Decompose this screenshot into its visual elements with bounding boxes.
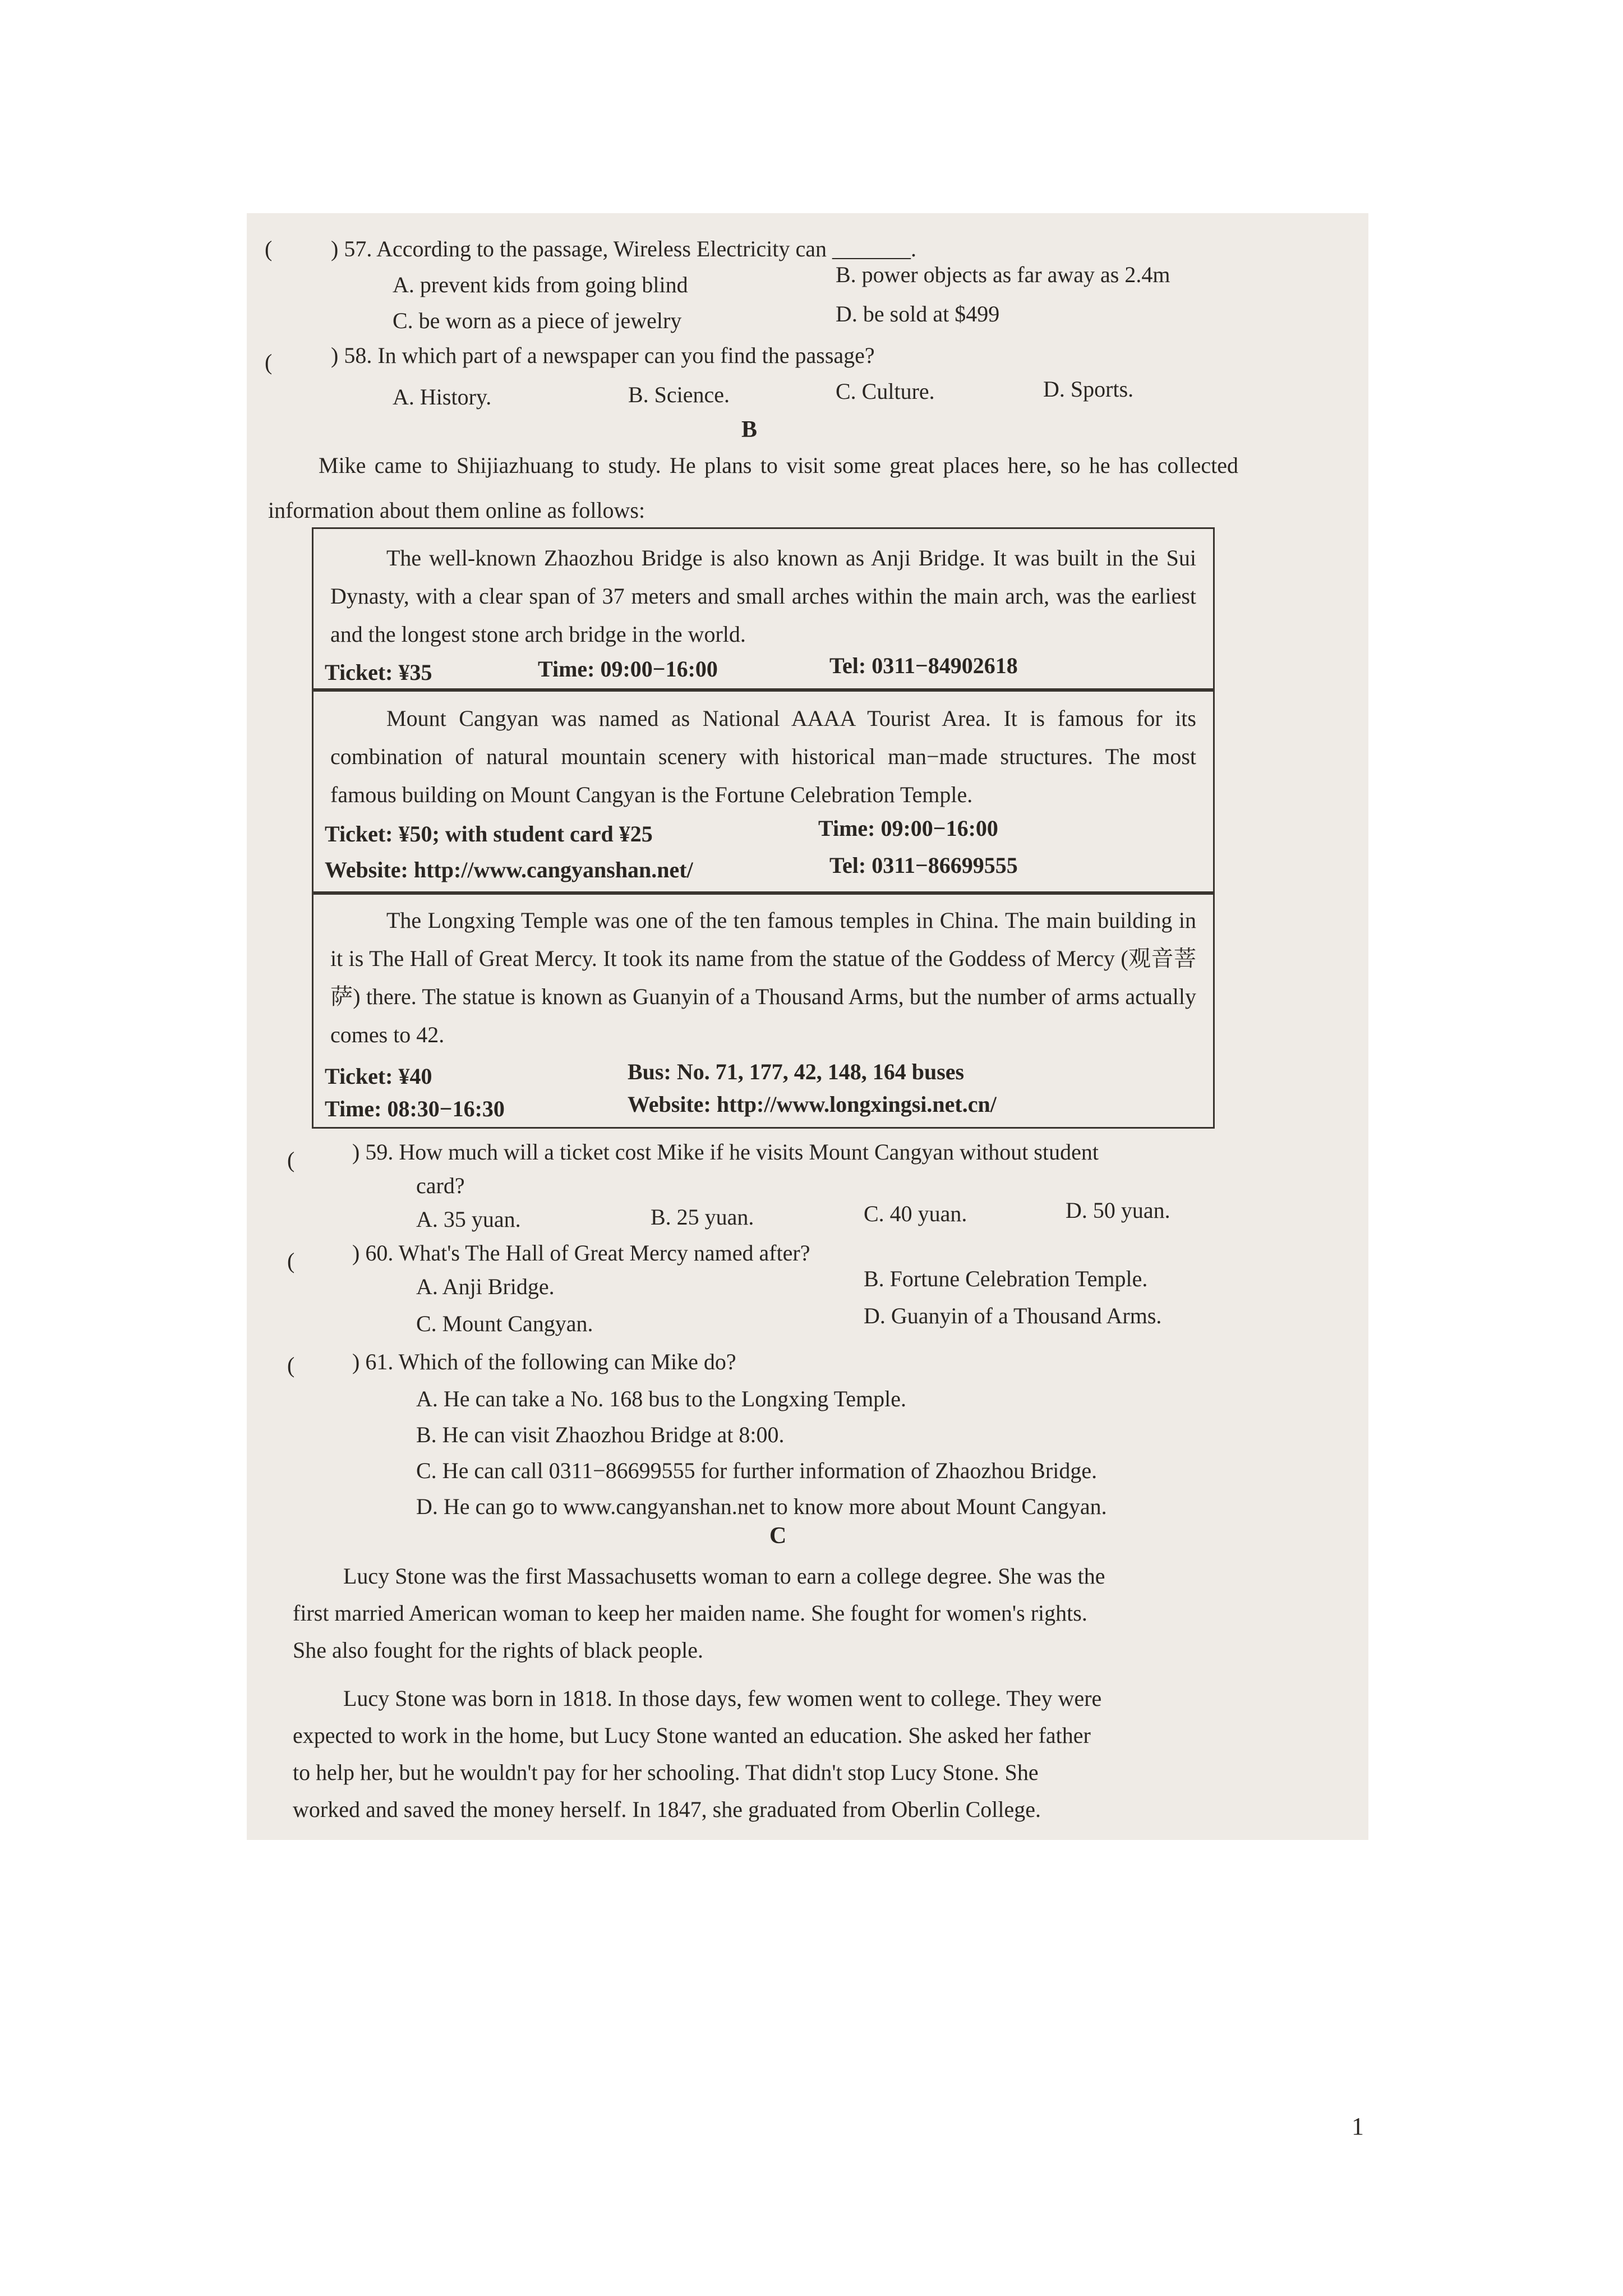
section-b-heading: B <box>741 417 758 443</box>
q60-paren: ( <box>287 1248 295 1273</box>
mount-cangyan-text: Mount Cangyan was named as National AAAA Tourist Area. It is famous for its combination of natural mountain scenery with historical man−made structures. The most famous building on Mount Cangyan is the Fortune Celebration Temple. <box>330 706 1196 807</box>
q61-option-c: C. He can call 0311−86699555 for further information of Zhaozhou Bridge. <box>416 1458 1098 1483</box>
q60-option-d: D. Guanyin of a Thousand Arms. <box>864 1303 1162 1328</box>
q57-option-a: A. prevent kids from going blind <box>393 272 688 297</box>
q58-option-d: D. Sports. <box>1043 376 1134 402</box>
section-c-p2-line1: Lucy Stone was born in 1818. In those days, few women went to college. They were <box>343 1686 1102 1711</box>
q59-option-b: B. 25 yuan. <box>651 1204 754 1230</box>
zhaozhou-tel: Tel: 0311−84902618 <box>829 653 1018 678</box>
cangyan-ticket: Ticket: ¥50; with student card ¥25 <box>325 821 653 846</box>
q61-stem: ) 61. Which of the following can Mike do? <box>352 1349 736 1374</box>
section-c-p1-line3: She also fought for the rights of black people. <box>293 1637 704 1663</box>
q59-stem-cont: card? <box>416 1173 465 1198</box>
q57-option-b: B. power objects as far away as 2.4m <box>836 262 1170 287</box>
q61-option-d: D. He can go to www.cangyanshan.net to know more about Mount Cangyan. <box>416 1494 1107 1519</box>
q61-option-a: A. He can take a No. 168 bus to the Longxing Temple. <box>416 1386 907 1411</box>
q61-paren: ( <box>287 1352 295 1378</box>
cangyan-tel: Tel: 0311−86699555 <box>829 853 1018 878</box>
q58-stem: ) 58. In which part of a newspaper can you find the passage? <box>331 343 875 368</box>
q59-option-c: C. 40 yuan. <box>864 1201 967 1226</box>
section-c-heading: C <box>769 1523 787 1549</box>
section-c-p2-line4: worked and saved the money herself. In 1847, she graduated from Oberlin College. <box>293 1797 1041 1822</box>
q58-option-c: C. Culture. <box>836 379 935 404</box>
section-c-p2-line3: to help her, but he wouldn't pay for her schooling. That didn't stop Lucy Stone. She <box>293 1760 1039 1785</box>
longxing-bus: Bus: No. 71, 177, 42, 148, 164 buses <box>628 1059 965 1084</box>
q57-option-c: C. be worn as a piece of jewelry <box>393 308 682 333</box>
page-number: 1 <box>1352 2113 1364 2140</box>
section-c-p1-line1: Lucy Stone was the first Massachusetts woman to earn a college degree. She was the <box>343 1563 1105 1589</box>
zhaozhou-bridge-text: The well-known Zhaozhou Bridge is also known as Anji Bridge. It was built in the Sui Dynasty, with a clear span of 37 meters and small arches within the main arch, was the earliest and the longest stone arch bridge in the world. <box>330 545 1196 647</box>
q58-option-b: B. Science. <box>628 382 730 407</box>
zhaozhou-bridge-box <box>312 527 1215 690</box>
longxing-temple-text: The Longxing Temple was one of the ten famous temples in China. The main building in it is The Hall of Great Mercy. It took its name from the statue of the Goddess of Mercy (观音菩萨) there. The statue is known as Guanyin of a Thousand Arms, but the number of arms actually comes to 42. <box>330 908 1196 1047</box>
zhaozhou-ticket: Ticket: ¥35 <box>325 660 432 685</box>
q60-option-b: B. Fortune Celebration Temple. <box>864 1266 1148 1291</box>
section-c-p1-line2: first married American woman to keep her maiden name. She fought for women's rights. <box>293 1600 1087 1626</box>
section-b-intro: Mike came to Shijiazhuang to study. He plans to visit some great places here, so he has collected information about them online as follows: <box>268 453 1238 523</box>
longxing-ticket: Ticket: ¥40 <box>325 1064 432 1089</box>
q57-paren: ( <box>265 236 273 261</box>
section-c-p2-line2: expected to work in the home, but Lucy Stone wanted an education. She asked her father <box>293 1723 1091 1748</box>
q59-option-a: A. 35 yuan. <box>416 1207 521 1232</box>
q57-stem: ) 57. According to the passage, Wireless Electricity can _______. <box>331 236 917 261</box>
q58-paren: ( <box>265 349 273 375</box>
zhaozhou-time: Time: 09:00−16:00 <box>538 656 718 682</box>
q59-paren: ( <box>287 1147 295 1172</box>
longxing-website: Website: http://www.longxingsi.net.cn/ <box>628 1092 997 1117</box>
q60-option-a: A. Anji Bridge. <box>416 1274 555 1299</box>
q59-stem: ) 59. How much will a ticket cost Mike if he visits Mount Cangyan without student <box>352 1139 1099 1165</box>
q60-stem: ) 60. What's The Hall of Great Mercy named after? <box>352 1240 810 1266</box>
q58-option-a: A. History. <box>393 384 492 409</box>
longxing-temple-box <box>312 893 1215 1129</box>
q60-option-c: C. Mount Cangyan. <box>416 1311 593 1336</box>
longxing-time: Time: 08:30−16:30 <box>325 1096 505 1121</box>
q57-option-d: D. be sold at $499 <box>836 301 1000 326</box>
cangyan-time: Time: 09:00−16:00 <box>818 816 998 841</box>
q61-option-b: B. He can visit Zhaozhou Bridge at 8:00. <box>416 1422 785 1447</box>
mount-cangyan-box <box>312 690 1215 893</box>
cangyan-website: Website: http://www.cangyanshan.net/ <box>325 857 693 882</box>
q59-option-d: D. 50 yuan. <box>1066 1198 1170 1223</box>
